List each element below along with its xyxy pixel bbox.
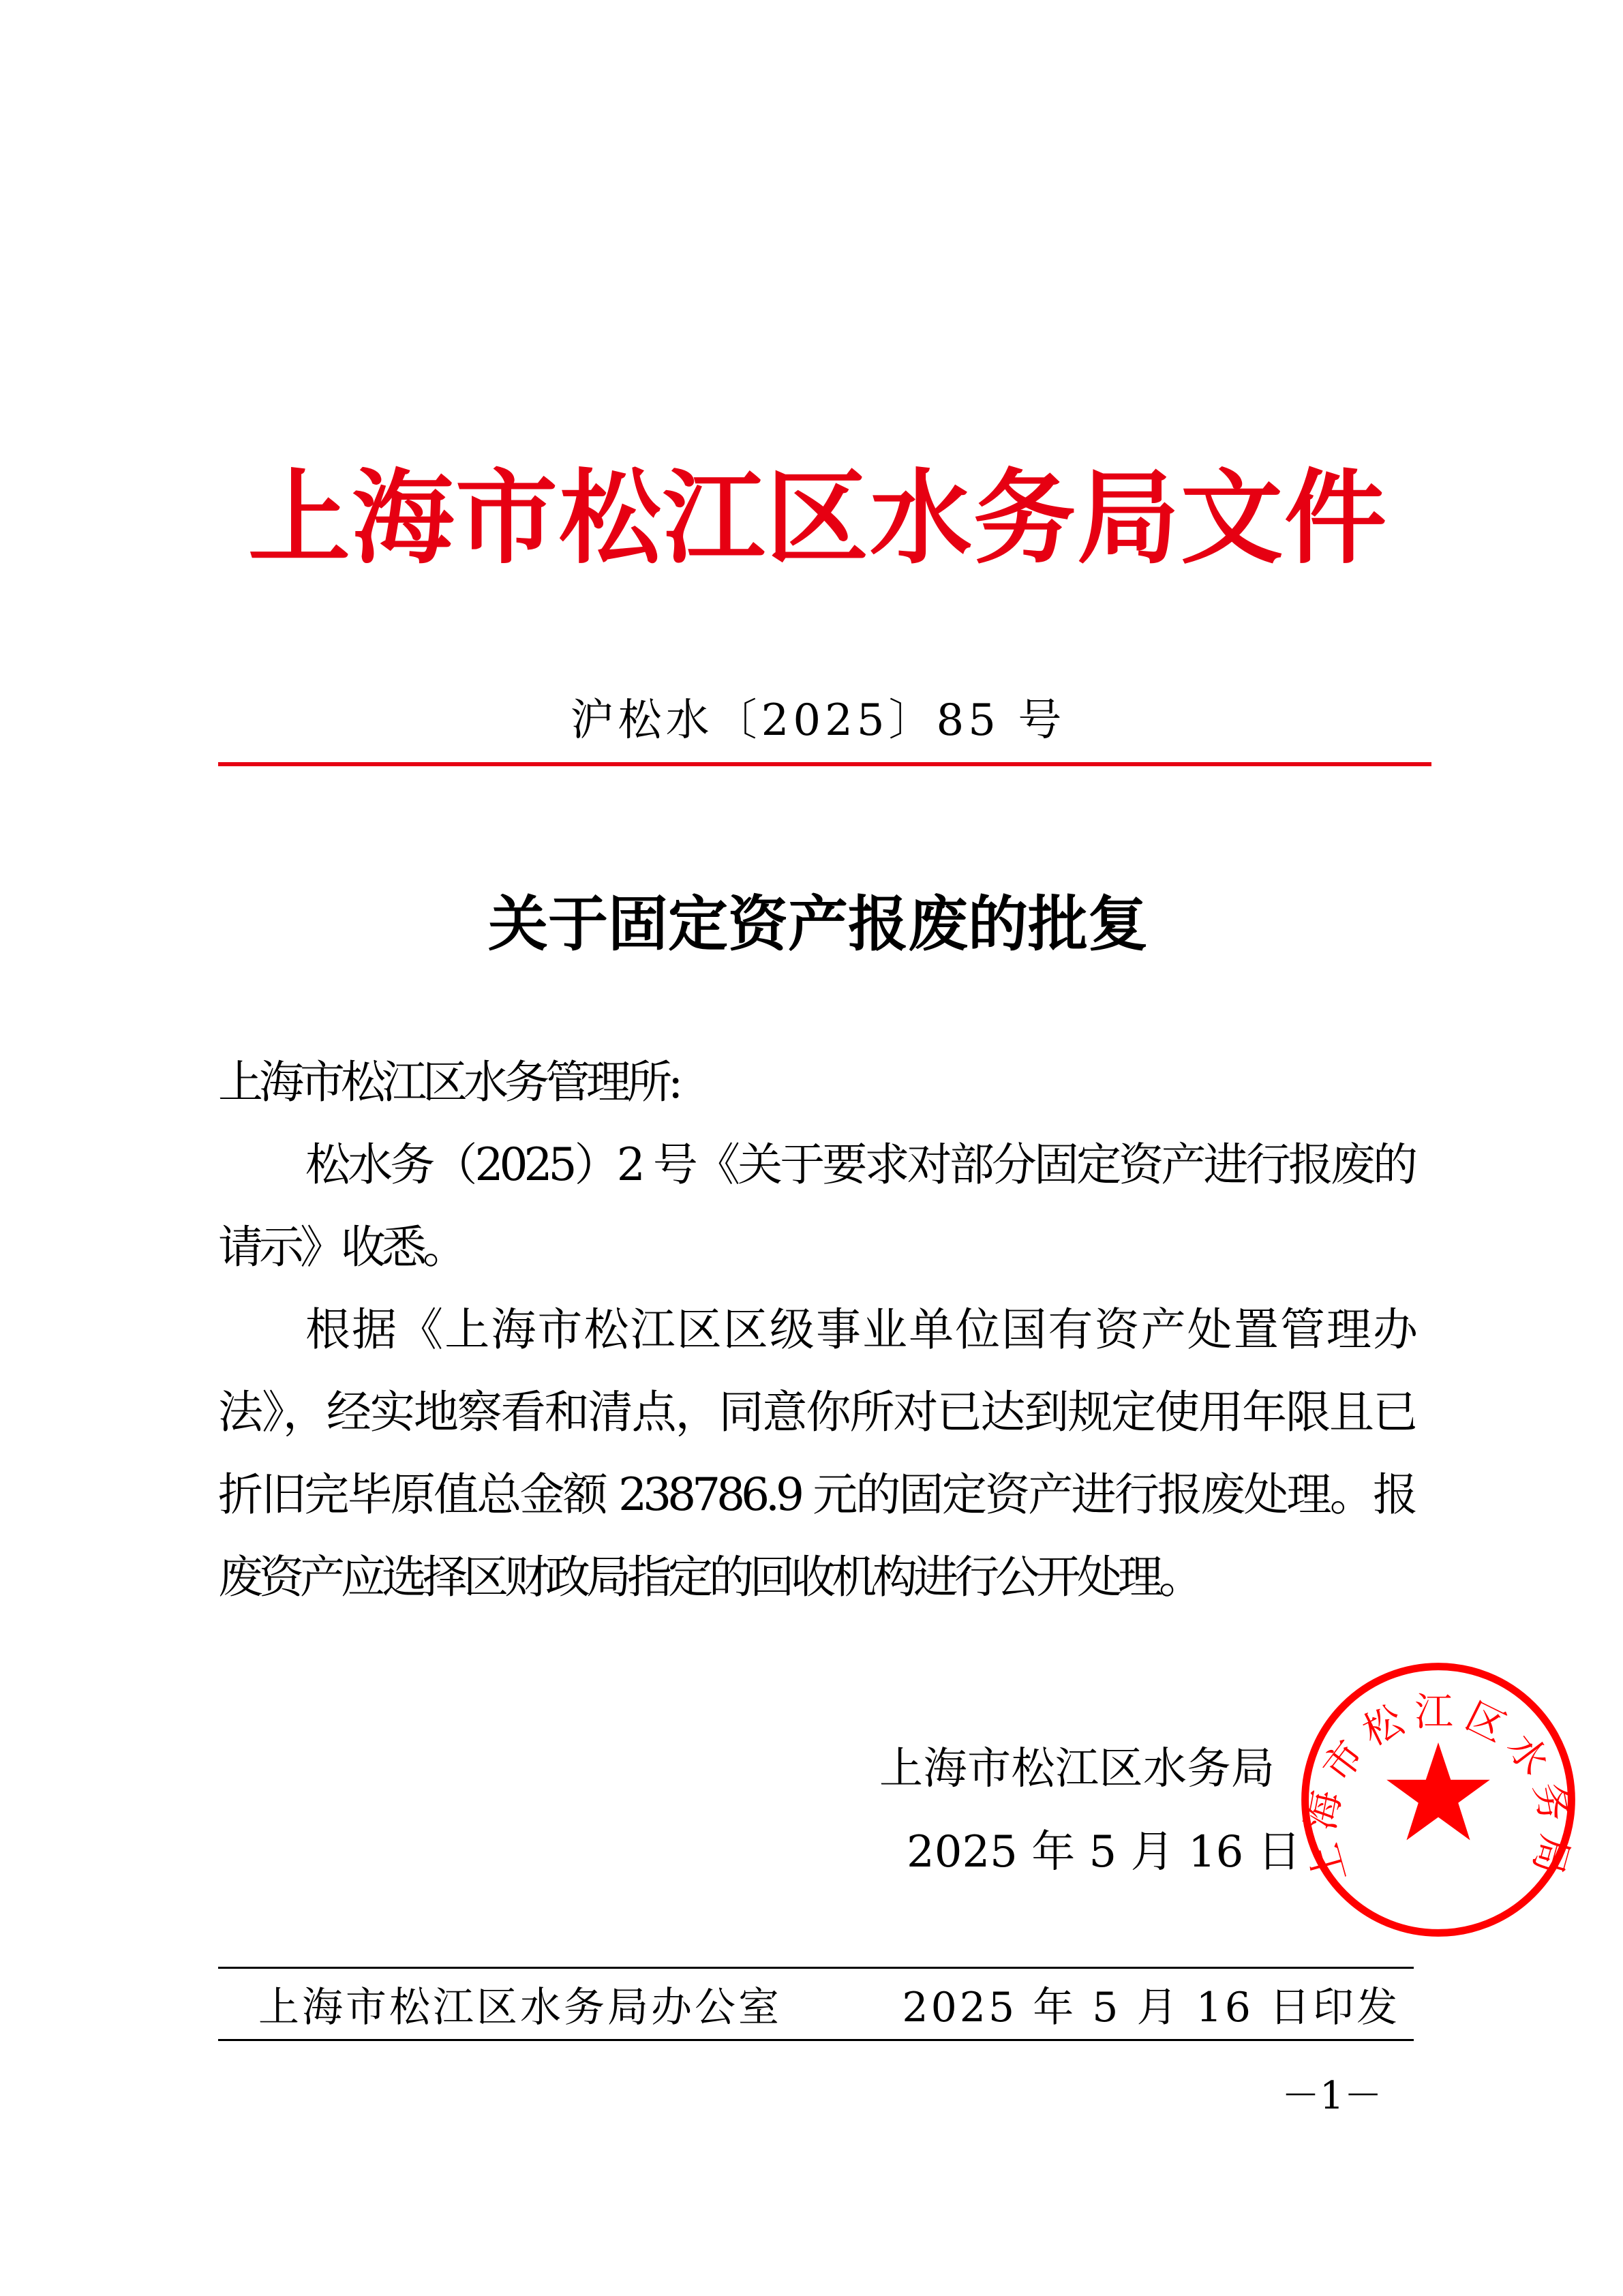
document-number: 沪松水〔2025〕85 号 bbox=[570, 695, 1066, 746]
signing-organization: 上海市松江区水务局 bbox=[879, 1744, 1275, 1794]
paragraph-2-line: 法》，经实地察看和清点，同意你所对已达到规定使用年限且已 bbox=[218, 1386, 1414, 1438]
document-body bbox=[218, 1050, 1414, 1627]
salutation: 上海市松江区水务管理所: bbox=[218, 1056, 680, 1108]
star-icon bbox=[1386, 1742, 1490, 1840]
issuing-office: 上海市松江区水务局办公室 bbox=[258, 1984, 782, 2031]
paragraph-2-line: 折旧完毕原值总金额 238786.9 元的固定资产进行报废处理。报 bbox=[218, 1468, 1414, 1521]
issue-date: 2025 年 5 月 16 日印发 bbox=[902, 1984, 1400, 2031]
document-title: 关于固定资产报废的批复 bbox=[487, 888, 1148, 959]
paragraph-1-line: 松水务（2025）2 号《关于要求对部分固定资产进行报废的 bbox=[305, 1138, 1414, 1191]
page-number: －1－ bbox=[1281, 2074, 1382, 2118]
red-divider bbox=[218, 762, 1431, 766]
footer-top-rule bbox=[218, 1967, 1414, 1969]
paragraph-2-line: 废资产应选择区财政局指定的回收机构进行公开处理。 bbox=[218, 1551, 1200, 1603]
seal-text: 上海市松江区水务局 bbox=[1298, 1689, 1579, 1888]
paragraph-2-line: 根据《上海市松江区区级事业单位国有资产处置管理办 bbox=[305, 1303, 1414, 1356]
official-seal bbox=[1295, 1657, 1581, 1943]
footer-bottom-rule bbox=[218, 2039, 1414, 2041]
paragraph-1-line: 请示》收悉。 bbox=[218, 1221, 464, 1273]
issuer-header: 上海市松江区水务局文件 bbox=[247, 458, 1388, 578]
signing-date: 2025 年 5 月 16 日 bbox=[907, 1827, 1301, 1877]
